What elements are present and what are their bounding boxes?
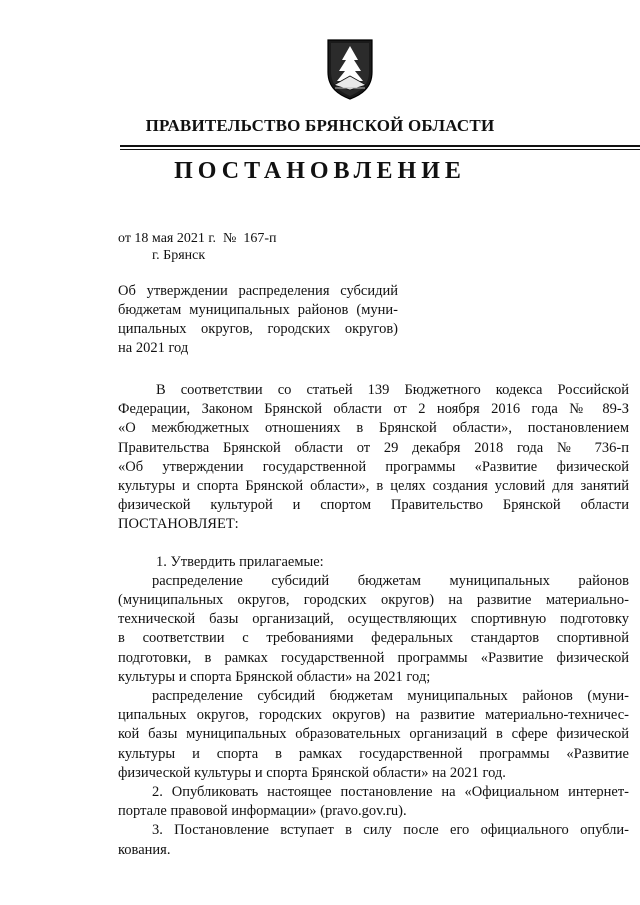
item-heading: 1. Утвердить прилагаемые:	[156, 553, 324, 570]
subject-line: на 2021 год	[118, 340, 189, 356]
document-subject	[118, 282, 398, 358]
bryansk-coat-of-arms-icon	[325, 38, 375, 100]
subject-line: ципальных округов, городских округов)	[118, 321, 398, 337]
body-line: технической базы организаций, осуществляющих спортивную подготовку	[118, 611, 629, 628]
body-line: в соответствии с требованиями федеральных стандартов спортивной	[118, 630, 629, 647]
document-type-title: ПОСТАНОВЛЕНИЕ	[174, 158, 466, 184]
body-line: «Об утверждении государственной программы «Развитие физической	[118, 458, 629, 475]
body-line: ПОСТАНОВЛЯЕТ:	[118, 516, 239, 533]
body-line: распределение субсидий бюджетам муниципальных районов	[152, 572, 629, 589]
city-line: г. Брянск	[152, 248, 206, 263]
body-line: культуры и спорта в рамках государственной программы «Развитие	[118, 745, 629, 762]
body-line: Федерации, Законом Брянской области от 2 ноября 2016 года № 89-З	[118, 401, 629, 418]
item-2	[118, 783, 629, 821]
body-line: кой базы муниципальных образовательных организаций в сфере физической	[118, 726, 629, 743]
date-number-line: от 18 мая 2021 г. № 167-п	[118, 231, 277, 246]
organization-name: ПРАВИТЕЛЬСТВО БРЯНСКОЙ ОБЛАСТИ	[145, 116, 495, 135]
body-line: 2. Опубликовать настоящее постановление на «Официальном интернет-	[152, 784, 629, 801]
body-line: подготовки, в рамках государственной программы «Развитие физической	[118, 649, 629, 666]
body-line: ципальных округов, городских округов) на развитие материально-техничес-	[118, 707, 629, 724]
preamble-paragraph	[118, 381, 629, 535]
subject-line: бюджетам муниципальных районов (муни-	[118, 302, 398, 318]
body-line: Правительства Брянской области от 29 декабря 2018 года № 736-п	[118, 439, 629, 456]
body-line: физической культуры и спорта Брянской области» на 2021 год.	[118, 764, 506, 781]
body-line: распределение субсидий бюджетам муниципальных районов (муни-	[152, 688, 629, 705]
subject-line: Об утверждении распределения субсидий	[118, 283, 398, 299]
body-line: физической культурой и спортом Правительство Брянской области	[118, 497, 629, 514]
body-line: культуры и спорта Брянской области», в целях создания условий для занятий	[118, 478, 629, 495]
body-line: кования.	[118, 841, 171, 858]
body-line: 3. Постановление вступает в силу после его официального опубли-	[152, 822, 629, 839]
header-rule-thick	[120, 145, 640, 147]
paragraph-gap	[118, 535, 629, 553]
body-line: портале правовой информации» (pravo.gov.ru).	[118, 803, 407, 820]
header-rule-thin	[120, 149, 640, 150]
body-line: (муниципальных округов, городских округов) на развитие материально-	[118, 592, 629, 609]
body-line: культуры и спорта Брянской области» на 2021 год;	[118, 668, 431, 685]
item-3	[118, 821, 629, 859]
body-line: В соответствии со статьей 139 Бюджетного кодекса Российской	[156, 382, 629, 398]
document-body	[118, 381, 629, 860]
body-line: «О межбюджетных отношениях в Брянской области», постановлением	[118, 420, 629, 437]
item-1	[118, 553, 629, 783]
